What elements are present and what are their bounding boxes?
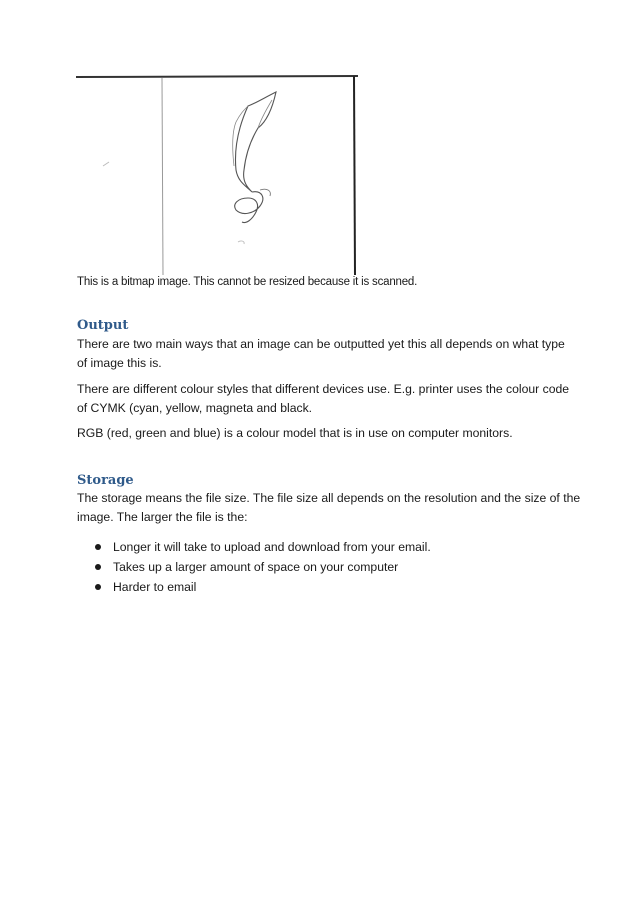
output-paragraph-3	[77, 424, 567, 443]
bullet-icon	[95, 584, 101, 590]
text-line: There are different colour styles that different devices use. E.g. printer uses the colour code	[77, 382, 570, 396]
text-line: of image this is.	[77, 356, 162, 370]
list-item-text: Harder to email	[113, 580, 197, 594]
list-item	[93, 537, 431, 557]
storage-paragraph	[77, 489, 581, 527]
output-paragraph-2	[77, 380, 570, 418]
output-paragraph-1	[77, 335, 567, 373]
storage-bullet-list	[93, 537, 431, 597]
text-line: There are two main ways that an image can be outputted yet this all depends on what type	[77, 337, 565, 351]
text-line: RGB (red, green and blue) is a colour model that is in use on computer monitors.	[77, 426, 513, 440]
text-line: The storage means the file size. The file size all depends on the resolution and the size of the	[77, 491, 581, 505]
bullet-icon	[95, 564, 101, 570]
list-item-text: Longer it will take to upload and download from your email.	[113, 540, 431, 554]
text-line: image. The larger the file is the:	[77, 510, 248, 524]
list-item-text: Takes up a larger amount of space on your computer	[113, 560, 399, 574]
list-item	[93, 557, 431, 577]
storage-heading: Storage	[77, 473, 134, 488]
scanned-sword-image	[76, 70, 360, 275]
list-item	[93, 577, 431, 597]
image-caption: This is a bitmap image. This cannot be resized because it is scanned.	[77, 276, 418, 288]
text-line: of CYMK (cyan, yellow, magneta and black.	[77, 401, 313, 415]
bullet-icon	[95, 544, 101, 550]
output-heading: Output	[77, 318, 129, 333]
